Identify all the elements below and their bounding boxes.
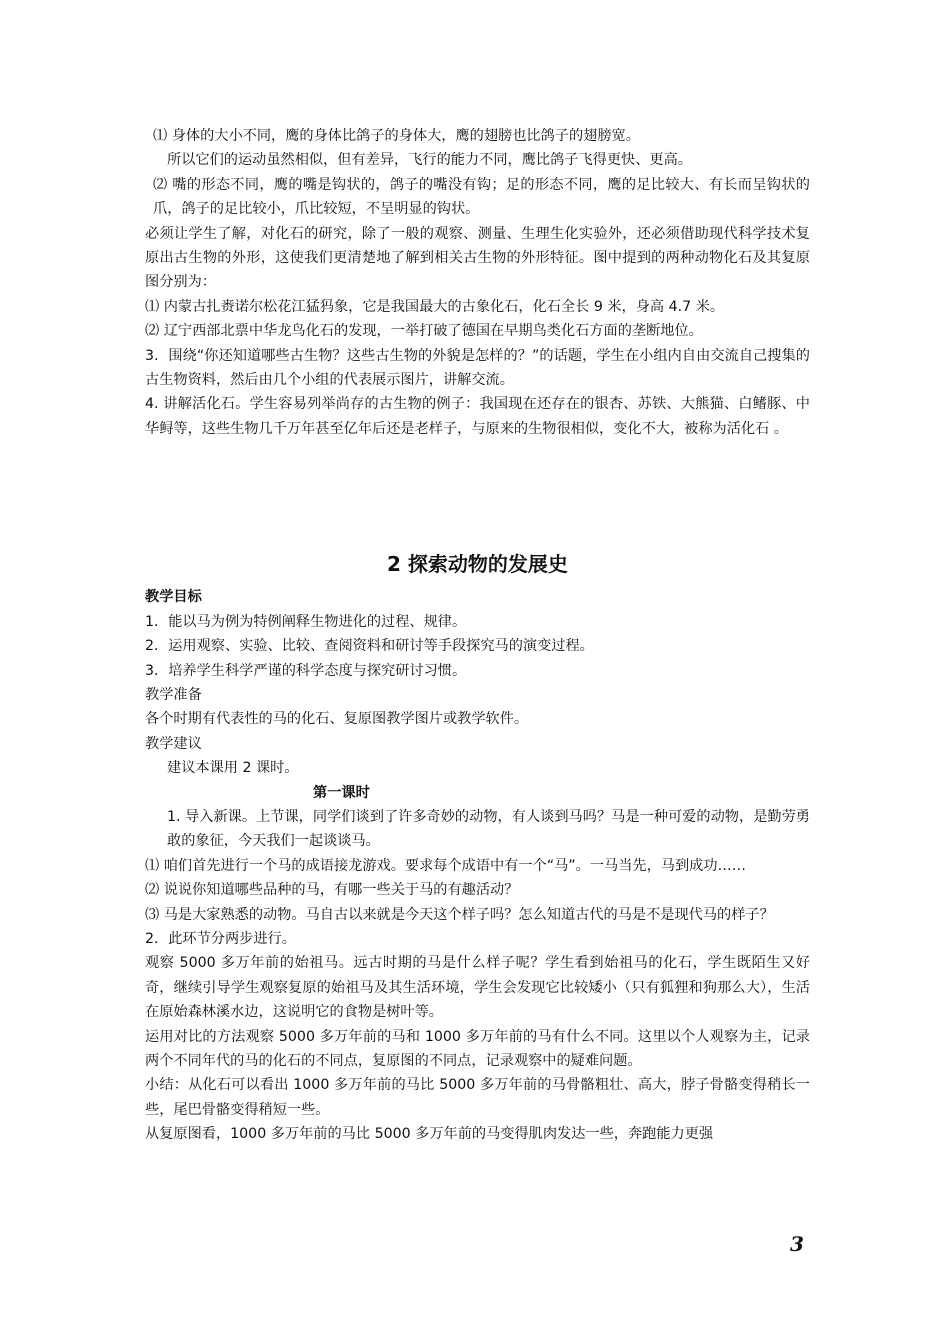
- lesson-title: 第一课时: [313, 784, 370, 801]
- section-spacer: [145, 441, 810, 549]
- page-number: 3: [790, 1232, 804, 1256]
- advice-text: 建议本课用 2 课时。: [167, 760, 299, 777]
- lesson-paragraph: 观察 5000 多万年前的始祖马。远古时期的马是什么样子呢？学生看到始祖马的化石，学生既陌生又好奇，继续引导学生观察复原的始祖马及其生活环境，学生会发现它比较矮小（只有狐狸和狗那么大），生活在原始森林溪水边，这说明它的食物是树叶等。: [145, 955, 810, 1021]
- goal-item: 1．能以马为例为特例阐释生物进化的过程、规律。: [145, 613, 467, 630]
- text-paragraph: ⑵ 辽宁西部北票中华龙鸟化石的发现，一举打破了德国在早期鸟类化石方面的垄断地位。: [145, 323, 703, 340]
- text-paragraph: ⑴ 身体的大小不同，鹰的身体比鸽子的身体大，鹰的翅膀也比鸽子的翅膀宽。: [153, 128, 640, 144]
- goal-item: 3．培养学生科学严谨的科学态度与探究研讨习惯。: [145, 662, 467, 679]
- lesson-paragraph: ⑶ 马是大家熟悉的动物。马自古以来就是今天这个样子吗？怎么知道古代的马是不是现代马的样子？: [145, 906, 774, 923]
- goal-item: 2．运用观察、实验、比较、查阅资料和研讨等手段探究马的演变过程。: [145, 638, 594, 655]
- text-paragraph: ⑵ 嘴的形态不同，鹰的嘴是钩状的，鸽子的嘴没有钩；足的形态不同，鹰的足比较大、有长而呈钩状的爪，鸽子的足比较小，爪比较短，不呈明显的钩状。: [153, 176, 810, 218]
- page-content: [145, 124, 810, 1147]
- lesson-paragraph: ⑵ 说说你知道哪些品种的马，有哪一些关于马的有趣活动？: [145, 882, 519, 899]
- chapter-title: 2 探索动物的发展史: [387, 552, 568, 577]
- prep-text: 各个时期有代表性的马的化石、复原图教学图片或教学软件。: [145, 711, 529, 728]
- prep-heading: 教学准备: [145, 686, 202, 703]
- text-paragraph: 4. 讲解活化石。学生容易列举尚存的古生物的例子：我国现在还存在的银杏、苏铁、大熊猫、白鳍豚、中华鲟等，这些生物几千万年甚至亿年后还是老样子，与原来的生物很相似，变化不大，被称为活化石 。: [145, 396, 810, 437]
- lesson-paragraph: 2．此环节分两步进行。: [145, 930, 296, 947]
- advice-heading: 教学建议: [145, 735, 202, 752]
- lesson-paragraph: 运用对比的方法观察 5000 多万年前的马和 1000 多万年前的马有什么不同。这里以个人观察为主，记录两个不同年代的马的化石的不同点，复原图的不同点，记录观察中的疑难问题。: [145, 1028, 810, 1069]
- text-paragraph: 3．围绕“你还知道哪些古生物？这些古生物的外貌是怎样的？”的话题，学生在小组内自由交流自己搜集的古生物资料，然后由几个小组的代表展示图片，讲解交流。: [145, 347, 810, 389]
- lesson-paragraph: ⑴ 咱们首先进行一个马的成语接龙游戏。要求每个成语中有一个“马”。一马当先，马到成功……: [145, 857, 746, 874]
- text-paragraph: 必须让学生了解，对化石的研究，除了一般的观察、测量、生理生化实验外，还必须借助现代科学技术复原出古生物的外形，这使我们更清楚地了解到相关古生物的外形特征。图中提到的两种动物化石及其复原图分别为：: [145, 225, 810, 291]
- goals-heading: 教学目标: [145, 589, 202, 606]
- lesson-paragraph: 小结：从化石可以看出 1000 多万年前的马比 5000 多万年前的马骨骼粗壮、高大，脖子骨骼变得稍长一些，尾巴骨骼变得稍短一些。: [145, 1077, 810, 1118]
- lesson-paragraph: 1. 导入新课。上节课，同学们谈到了许多奇妙的动物，有人谈到马吗？马是一种可爱的动物，是勤劳勇敢的象征，今天我们一起谈谈马。: [167, 808, 810, 850]
- lesson-paragraph: 从复原图看，1000 多万年前的马比 5000 多万年前的马变得肌肉发达一些，奔跑能力更强: [145, 1126, 714, 1143]
- text-paragraph: ⑴ 内蒙古扎赉诺尔松花江猛犸象，它是我国最大的古象化石，化石全长 9 米，身高 4.7 米。: [145, 298, 725, 315]
- text-paragraph: 所以它们的运动虽然相似，但有差异，飞行的能力不同，鹰比鸽子飞得更快、更高。: [167, 152, 692, 169]
